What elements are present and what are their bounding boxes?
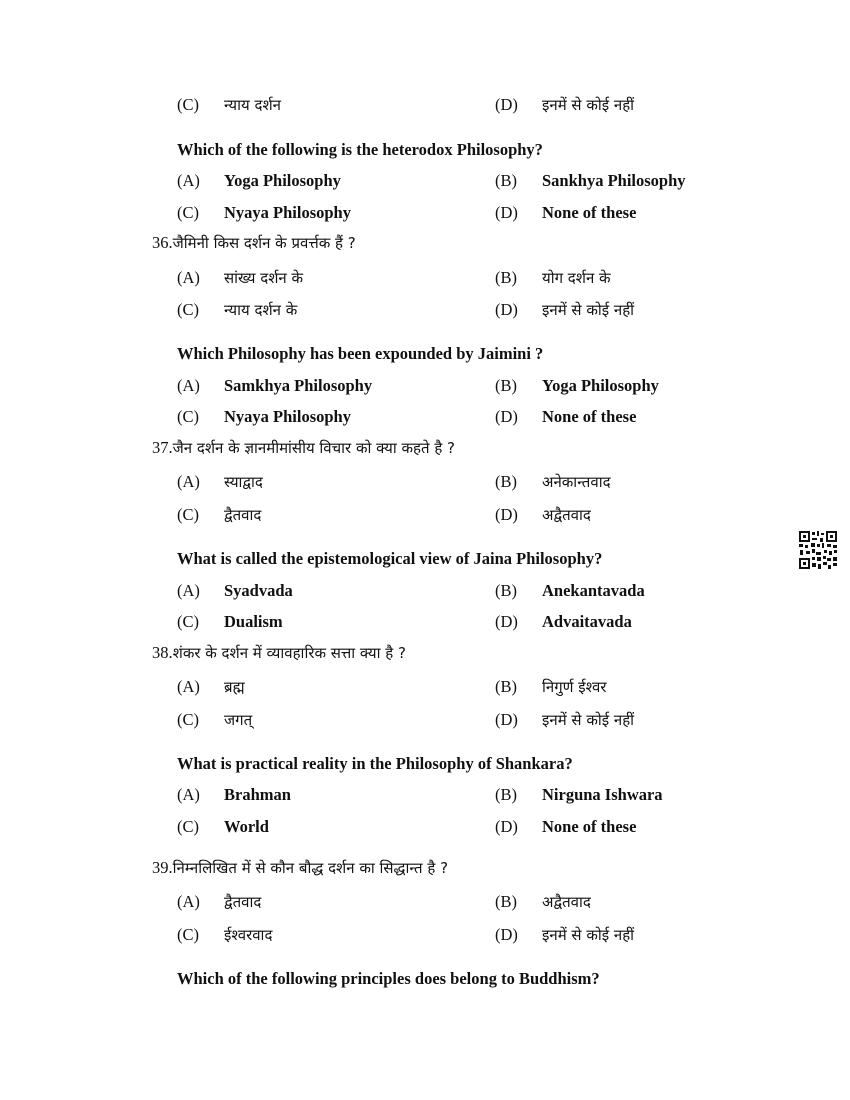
q39-hi-option-d: (D) इनमें से कोई नहीं: [495, 925, 635, 944]
q38-hi-option-d: (D) इनमें से कोई नहीं: [495, 710, 635, 729]
q37-hi-option-a: (A) स्याद्वाद: [177, 472, 263, 491]
q38-en-text: What is practical reality in the Philosophy of Shankara?: [177, 754, 573, 773]
q37-en-text: What is called the epistemological view of Jaina Philosophy?: [177, 549, 603, 568]
q35-hi-option-c: (C) न्याय दर्शन: [177, 95, 281, 114]
q36-en-option-d: (D) None of these: [495, 407, 637, 426]
q36-hi-option-d: (D) इनमें से कोई नहीं: [495, 300, 635, 319]
q37-en-option-b: (B) Anekantavada: [495, 581, 645, 600]
q37-hi-option-c: (C) द्वैतवाद: [177, 505, 262, 524]
q35-en-option-b: (B) Sankhya Philosophy: [495, 171, 686, 190]
q37-hi-question: 37.जैन दर्शन के ज्ञानमीमांसीय विचार को क्या कहते है ?: [152, 438, 456, 457]
q36-en-text: Which Philosophy has been expounded by Jaimini ?: [177, 344, 544, 363]
qr-code-icon: [798, 530, 838, 570]
q38-hi-option-a: (A) ब्रह्म: [177, 677, 245, 696]
q36-en-option-a: (A) Samkhya Philosophy: [177, 376, 373, 395]
q38-en-option-a: (A) Brahman: [177, 785, 291, 804]
q38-hi-question: 38.शंकर के दर्शन में व्यावहारिक सत्ता क्या है ?: [152, 643, 406, 662]
q37-hi-option-d: (D) अद्वैतवाद: [495, 505, 591, 524]
q37-en-option-d: (D) Advaitavada: [495, 612, 632, 631]
q36-en-option-b: (B) Yoga Philosophy: [495, 376, 659, 395]
q38-en-option-b: (B) Nirguna Ishwara: [495, 785, 663, 804]
q35-en-option-c: (C) Nyaya Philosophy: [177, 203, 351, 222]
q37-en-option-c: (C) Dualism: [177, 612, 283, 631]
q39-hi-option-a: (A) द्वैतवाद: [177, 892, 262, 911]
q38-hi-option-c: (C) जगत्: [177, 710, 253, 729]
q35-en-option-d: (D) None of these: [495, 203, 637, 222]
q36-hi-option-a: (A) सांख्य दर्शन के: [177, 268, 304, 287]
q38-en-option-c: (C) World: [177, 817, 269, 836]
q36-en-option-c: (C) Nyaya Philosophy: [177, 407, 351, 426]
q39-hi-option-b: (B) अद्वैतवाद: [495, 892, 591, 911]
q37-en-option-a: (A) Syadvada: [177, 581, 293, 600]
q39-en-text: Which of the following principles does belong to Buddhism?: [177, 969, 600, 988]
q38-hi-option-b: (B) निगुर्ण ईश्वर: [495, 677, 607, 696]
q35-en-text: Which of the following is the heterodox Philosophy?: [177, 140, 543, 159]
q36-hi-question: 36.जैमिनी किस दर्शन के प्रवर्त्तक हैं ?: [152, 233, 356, 252]
q39-hi-question: 39.निम्नलिखित में से कौन बौद्ध दर्शन का सिद्धान्त है ?: [152, 858, 449, 877]
q35-en-option-a: (A) Yoga Philosophy: [177, 171, 341, 190]
q39-hi-option-c: (C) ईश्वरवाद: [177, 925, 273, 944]
q37-hi-option-b: (B) अनेकान्तवाद: [495, 472, 611, 491]
q36-hi-option-c: (C) न्याय दर्शन के: [177, 300, 298, 319]
q38-en-option-d: (D) None of these: [495, 817, 637, 836]
q36-hi-option-b: (B) योग दर्शन के: [495, 268, 611, 287]
q35-hi-option-d: (D) इनमें से कोई नहीं: [495, 95, 635, 114]
